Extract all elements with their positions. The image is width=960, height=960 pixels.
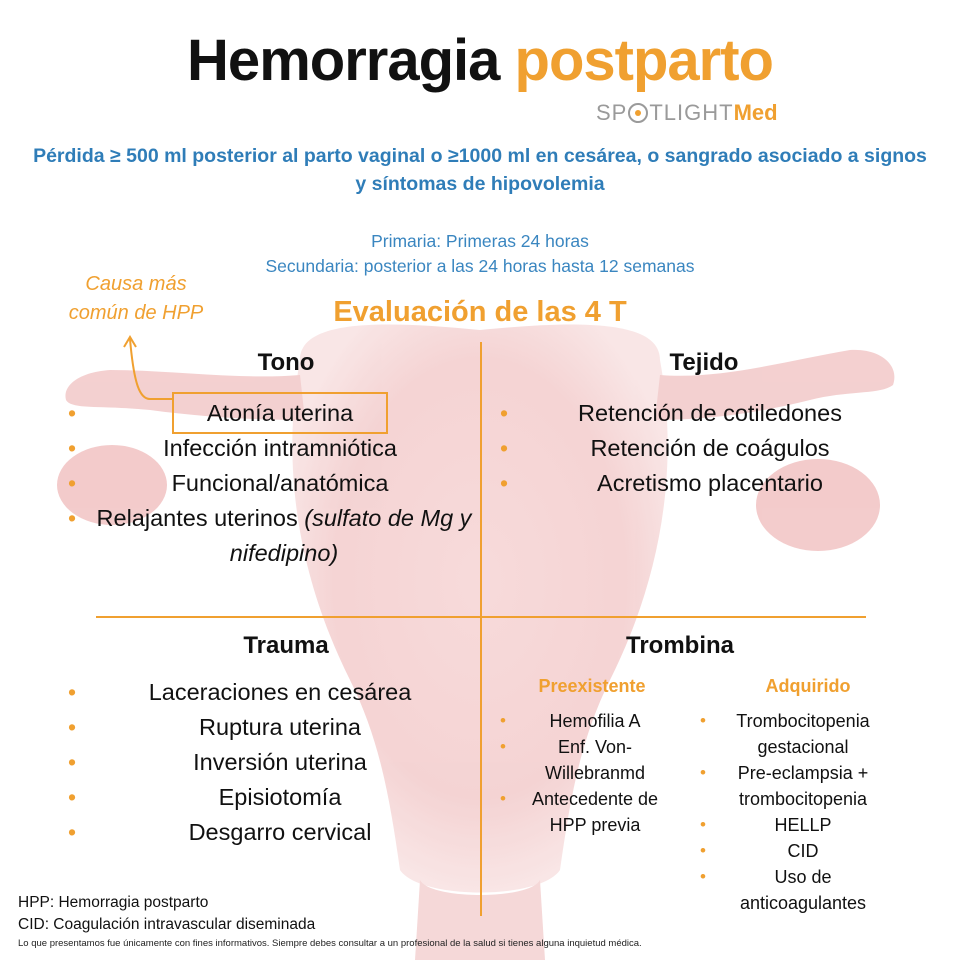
list-item xyxy=(68,501,492,571)
list-item xyxy=(68,675,492,710)
bullet-icon: • xyxy=(500,737,506,756)
bullet-icon: • xyxy=(700,867,706,886)
timing-primary: Primaria: Primeras 24 horas xyxy=(371,231,589,251)
cause-annotation-line1: Causa más xyxy=(85,273,187,295)
list-item xyxy=(68,396,492,431)
list-item xyxy=(68,431,492,466)
bullet-icon: • xyxy=(700,841,706,860)
adquirido-item: Pre-eclampsia + trombocitopenia xyxy=(737,763,869,809)
brand-text-right: TLIGHT xyxy=(649,100,734,125)
bullet-icon: • xyxy=(500,789,506,808)
list-item xyxy=(68,745,492,780)
bullet-icon: • xyxy=(500,400,509,426)
bullet-icon: • xyxy=(68,400,77,426)
list-item xyxy=(68,466,492,501)
list-item xyxy=(500,396,920,431)
section-title: Evaluación de las 4 T xyxy=(333,296,627,328)
tono-item: Funcional/anatómica xyxy=(171,470,389,496)
timing-secondary: Secundaria: posterior a las 24 horas hasta 12 semanas xyxy=(265,256,695,276)
adquirido-list xyxy=(700,708,892,916)
tono-item: Atonía uterina xyxy=(206,400,354,426)
list-item xyxy=(700,760,892,812)
list-item xyxy=(700,838,892,864)
tono-title: Tono xyxy=(257,349,315,376)
bullet-icon: • xyxy=(68,784,77,810)
definition-text: Pérdida ≥ 500 ml posterior al parto vaginal o ≥1000 ml en cesárea, o sangrado asociado a signos y síntomas de hipovolemia xyxy=(33,145,927,195)
adquirido-item: CID xyxy=(787,841,819,861)
title-accent: postparto xyxy=(514,28,773,93)
preexistente-item: Enf. Von-Willebranmd xyxy=(544,737,646,783)
adquirido-item: Trombocitopenia gestacional xyxy=(736,711,870,757)
tono-list xyxy=(68,396,492,571)
adquirido-item: HELLP xyxy=(774,815,832,835)
trauma-item: Ruptura uterina xyxy=(199,714,361,740)
list-item xyxy=(700,864,892,916)
page-title xyxy=(0,26,960,96)
bullet-icon: • xyxy=(500,470,509,496)
bullet-icon: • xyxy=(68,679,77,705)
preexistente-item: Antecedente de HPP previa xyxy=(531,789,659,835)
abbreviation-hpp: HPP: Hemorragia postparto xyxy=(18,894,209,911)
bullet-icon: • xyxy=(68,749,77,775)
tono-item-italic: (sulfato de Mg y nifedipino) xyxy=(229,505,472,566)
tejido-item: Retención de cotiledones xyxy=(578,400,842,426)
adquirido-item: Uso de anticoagulantes xyxy=(739,867,867,913)
list-item xyxy=(500,786,676,838)
list-item xyxy=(700,708,892,760)
trauma-item: Laceraciones en cesárea xyxy=(148,679,412,705)
list-item xyxy=(68,780,492,815)
spotlight-ring-icon xyxy=(628,103,648,123)
preexistente-item: Hemofilia A xyxy=(549,711,641,731)
trauma-item: Desgarro cervical xyxy=(188,819,372,845)
brand-med: Med xyxy=(733,100,778,125)
list-item xyxy=(500,734,676,786)
adquirido-title: Adquirido xyxy=(765,676,851,696)
abbreviations xyxy=(18,892,315,936)
bullet-icon: • xyxy=(68,435,77,461)
bullet-icon: • xyxy=(500,435,509,461)
quadrant-divider-horizontal xyxy=(96,616,866,618)
abbreviation-cid: CID: Coagulación intravascular diseminada xyxy=(18,916,316,933)
tejido-item: Retención de coágulos xyxy=(590,435,830,461)
bullet-icon: • xyxy=(700,815,706,834)
list-item xyxy=(68,815,492,850)
trauma-item: Episiotomía xyxy=(218,784,342,810)
trauma-list xyxy=(68,675,492,850)
bullet-icon: • xyxy=(68,819,77,845)
brand-text-left: SP xyxy=(596,100,628,125)
disclaimer: Lo que presentamos fue únicamente con fines informativos. Siempre debes consultar a un profesional de la salud si tienes alguna inquietud médica. xyxy=(18,938,642,949)
brand-logo xyxy=(596,100,778,126)
list-item xyxy=(500,708,676,734)
preexistente-list xyxy=(500,708,676,838)
list-item xyxy=(68,710,492,745)
title-main: Hemorragia xyxy=(187,28,500,93)
bullet-icon: • xyxy=(68,714,77,740)
trauma-title: Trauma xyxy=(243,632,329,659)
tejido-title: Tejido xyxy=(669,349,739,376)
cause-annotation-line2: común de HPP xyxy=(68,302,204,324)
bullet-icon: • xyxy=(68,505,77,531)
tono-item: Relajantes uterinos xyxy=(96,505,305,531)
list-item xyxy=(700,812,892,838)
trombina-title: Trombina xyxy=(625,632,734,659)
tono-item: Infección intramniótica xyxy=(163,435,397,461)
tejido-list xyxy=(500,396,920,501)
tejido-item: Acretismo placentario xyxy=(597,470,823,496)
bullet-icon: • xyxy=(700,763,706,782)
bullet-icon: • xyxy=(500,711,506,730)
bullet-icon: • xyxy=(68,470,77,496)
list-item xyxy=(500,466,920,501)
bullet-icon: • xyxy=(700,711,706,730)
preexistente-title: Preexistente xyxy=(538,676,646,696)
trauma-item: Inversión uterina xyxy=(193,749,367,775)
list-item xyxy=(500,431,920,466)
